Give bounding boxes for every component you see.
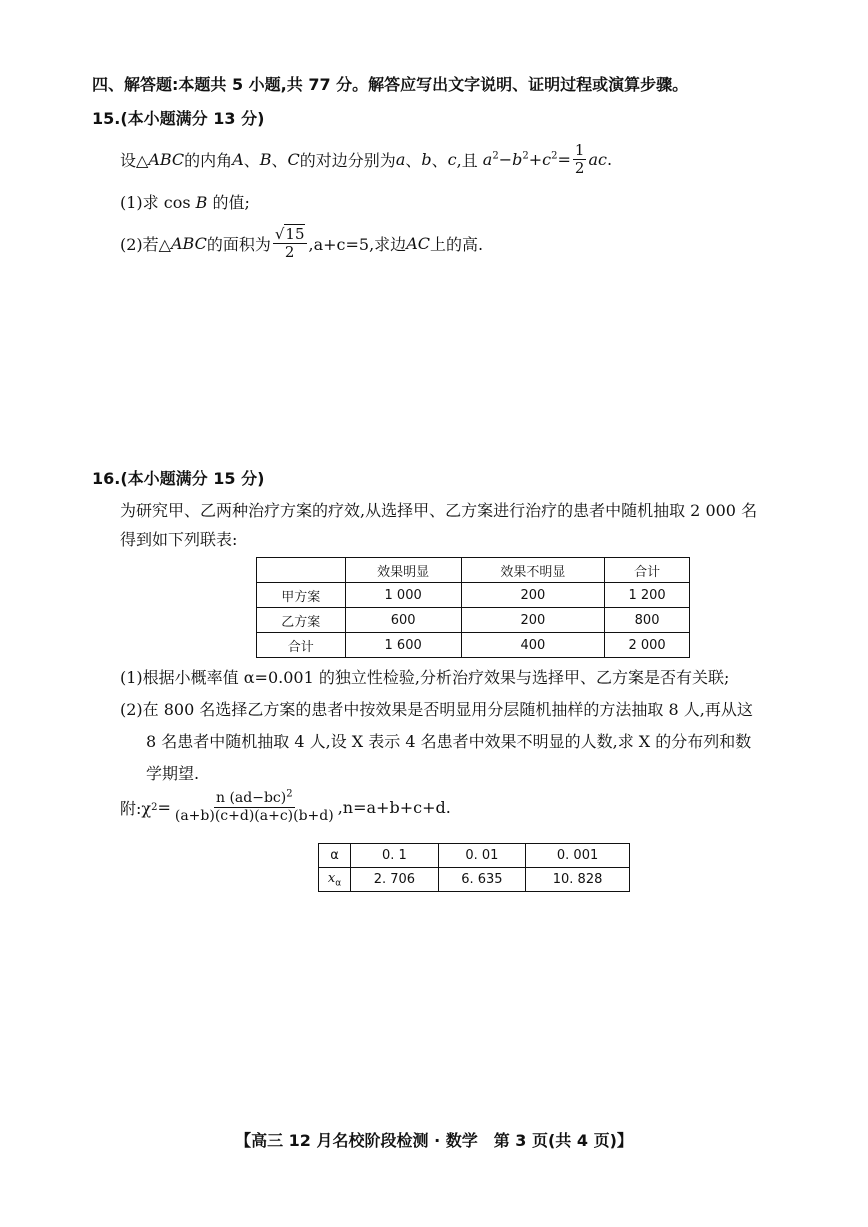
question-16-intro-line1: 为研究甲、乙两种治疗方案的疗效,从选择甲、乙方案进行治疗的患者中随机抽取 2 000 名: [120, 501, 758, 520]
chi-square-formula: 附:χ 2 = $\frac{n (ad-bc)^2}{(a+b)(c+d)(a+c)(b+d)}$ ,n=a+b+c+d.: [120, 788, 451, 824]
stem-pre: 设△: [120, 151, 149, 170]
question-16-part2-line3: 学期望.: [146, 764, 200, 783]
table-cell: 10. 828: [526, 868, 630, 892]
table-cell: 600: [345, 608, 461, 633]
table-cell: 200: [461, 608, 604, 633]
page-footer: 【高三 12 月名校阶段检测 · 数学 第 3 页(共 4 页)】: [235, 1131, 633, 1150]
table-cell: 1 600: [345, 633, 461, 658]
table-cell: 2 000: [605, 633, 690, 658]
table-cell: α: [319, 844, 351, 868]
table-row: [319, 868, 630, 892]
table-row: [257, 558, 690, 583]
section-heading: 四、解答题:本题共 5 小题,共 77 分。解答应写出文字说明、证明过程或演算步骤。: [92, 75, 689, 94]
question-16-part2-line2: 8 名患者中随机抽取 4 人,设 X 表示 4 名患者中效果不明显的人数,求 X 的分布列和数: [146, 732, 752, 751]
table-cell: 6. 635: [438, 868, 526, 892]
table-cell: 400: [461, 633, 604, 658]
table-row: [257, 583, 690, 608]
question-16-label: 16.(本小题满分 15 分): [92, 469, 265, 488]
stem-mid3: ,且: [456, 151, 478, 170]
table-cell: 1 000: [345, 583, 461, 608]
table-cell: 0. 01: [438, 844, 526, 868]
table-header-cell: 效果明显: [345, 558, 461, 583]
table-cell: 0. 1: [351, 844, 439, 868]
table-cell: 800: [605, 608, 690, 633]
table-cell: 2. 706: [351, 868, 439, 892]
question-15-part1: (1)求 cos B 的值;: [120, 193, 250, 212]
table-header-cell: [257, 558, 346, 583]
question-15-label: 15.(本小题满分 13 分): [92, 109, 265, 128]
question-15-part2: (2)若△ ABC 的面积为 $\frac{√15}{2}$ ,a+c=5,求边 AC 上的高.: [120, 225, 484, 261]
critical-value-table: [318, 843, 630, 892]
stem-mid1: 的内角: [184, 151, 233, 170]
question-16-intro-line2: 得到如下列联表:: [120, 530, 238, 549]
table-cell: $x_\alpha$: [319, 868, 351, 892]
table-cell: 200: [461, 583, 604, 608]
question-16-part2-line1: (2)在 800 名选择乙方案的患者中按效果是否明显用分层随机抽样的方法抽取 8 人,再从这: [120, 700, 753, 719]
chi-square-fraction: $\frac{n (ad-bc)^2}{(a+b)(c+d)(a+c)(b+d)}$: [174, 788, 334, 824]
table-cell: 合计: [257, 633, 346, 658]
stem-mid2: 的对边分别为: [299, 151, 396, 170]
table-cell: 甲方案: [257, 583, 346, 608]
table-cell: 0. 001: [526, 844, 630, 868]
table-row: [257, 633, 690, 658]
stem-fraction: $\frac{1}{2}$: [574, 141, 585, 177]
table-cell: 乙方案: [257, 608, 346, 633]
table-row: [319, 844, 630, 868]
contingency-table: [256, 557, 690, 658]
area-fraction: $\frac{√15}{2}$: [274, 225, 305, 261]
table-header-cell: 合计: [605, 558, 690, 583]
question-16-part1: (1)根据小概率值 α=0.001 的独立性检验,分析治疗效果与选择甲、乙方案是否有关联;: [120, 668, 730, 687]
question-15-stem: 设△ ABC 的内角 A 、 B 、 C 的对边分别为 a 、 b 、 c ,且 $a^2-b^2+c^2=$ $\frac{1}{2}$ ac .: [120, 141, 613, 177]
table-cell: 1 200: [605, 583, 690, 608]
table-header-cell: 效果不明显: [461, 558, 604, 583]
table-row: [257, 608, 690, 633]
